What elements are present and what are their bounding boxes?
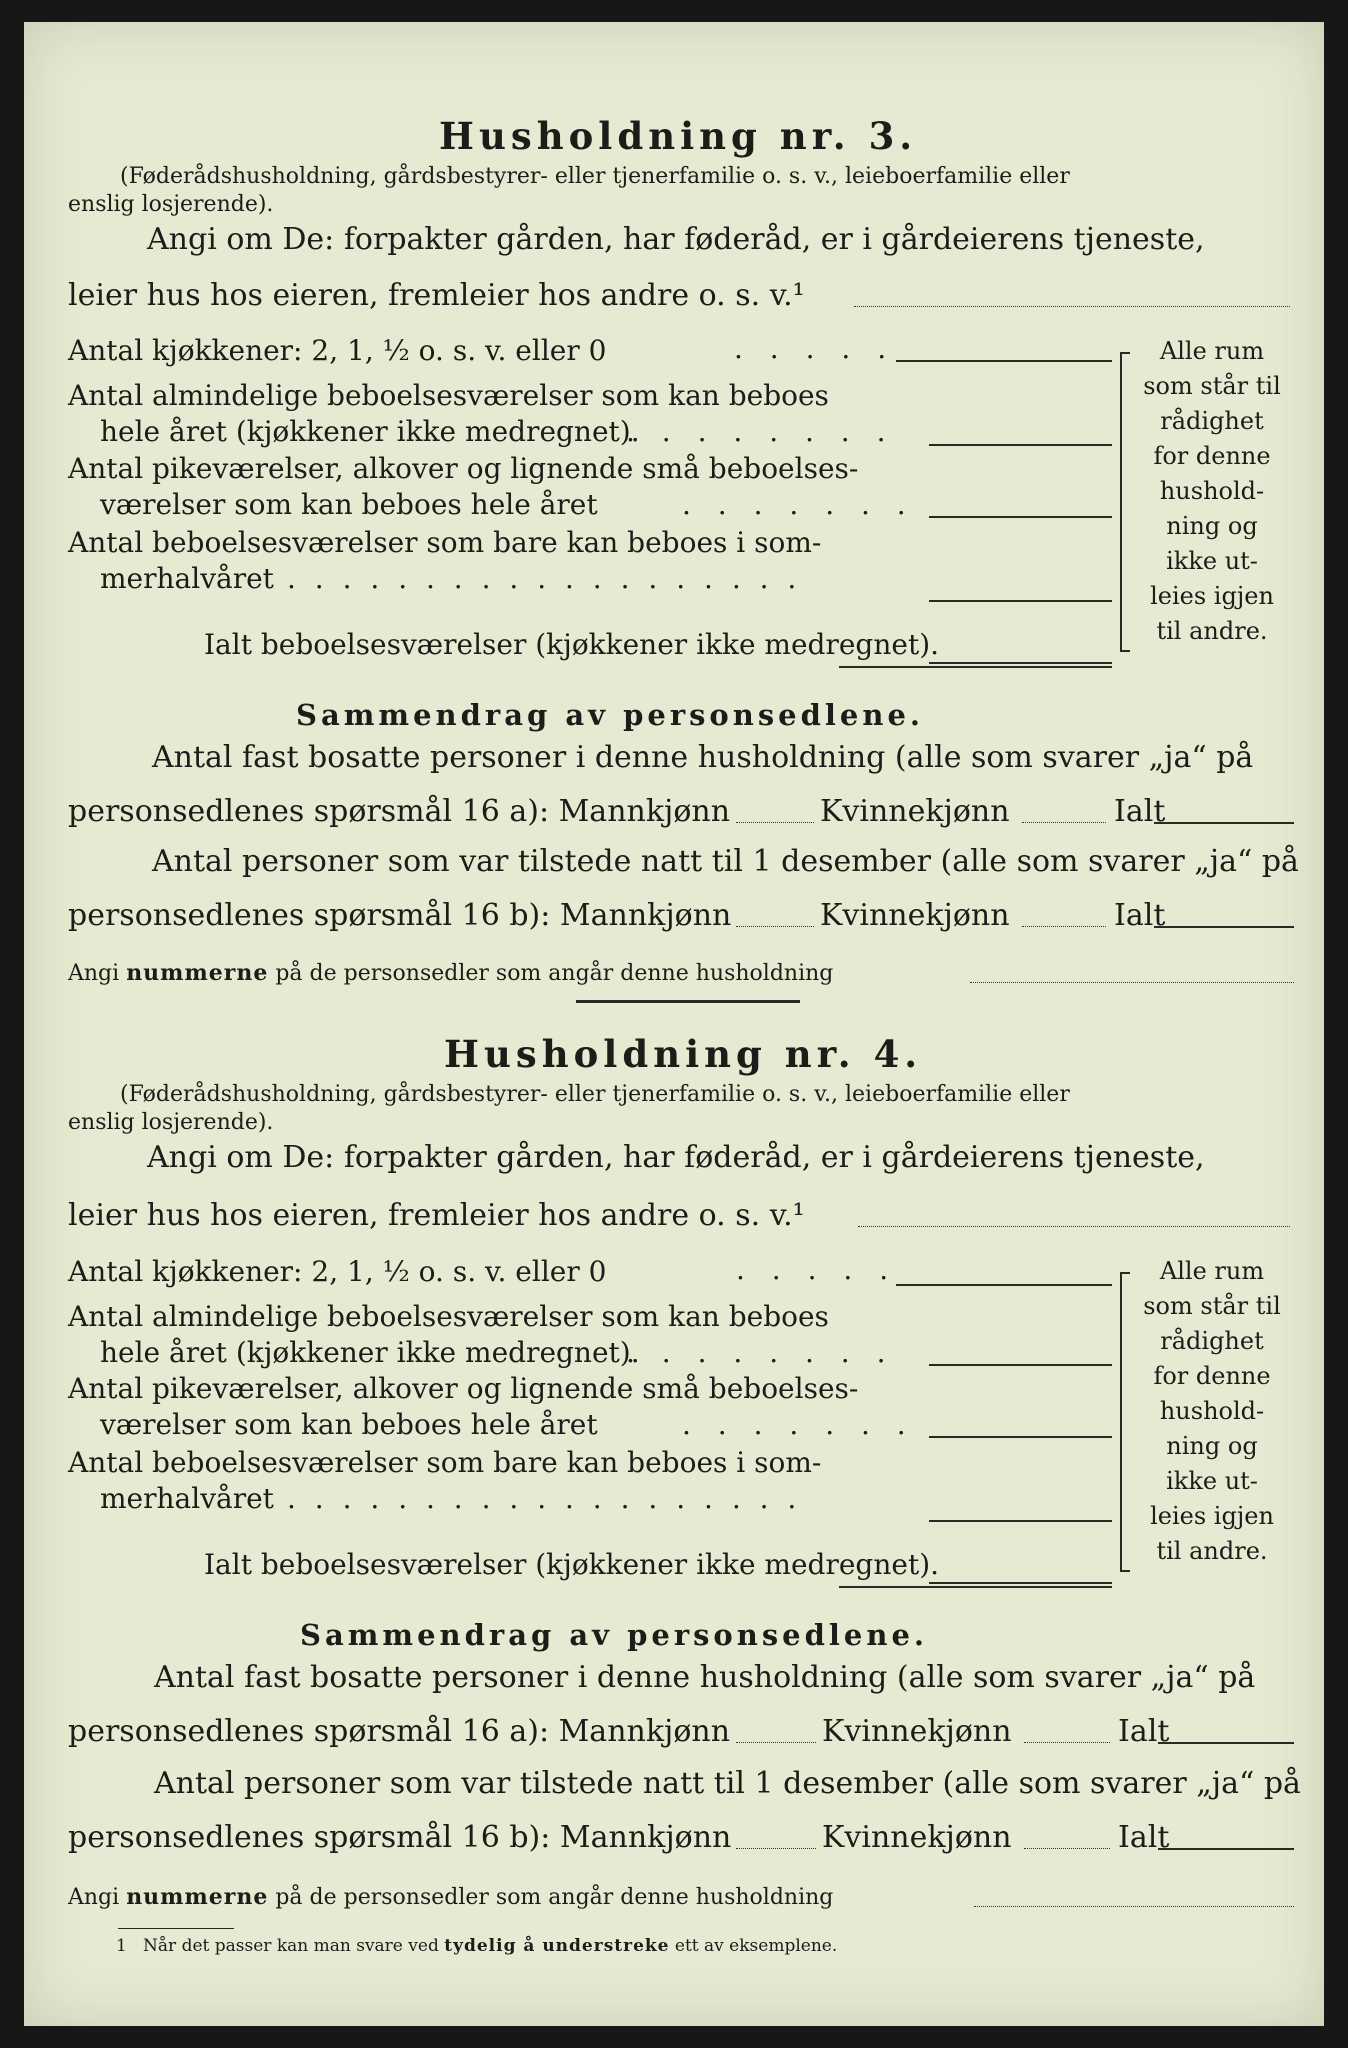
number-list-bold: nummerne — [126, 960, 269, 986]
angi-line2: leier hus hos eieren, fremleier hos andre o. s. v.¹ — [68, 1198, 805, 1233]
resident-count-line1: Antal fast bosatte personer i denne husholdning (alle som svarer „ja“ på — [154, 1660, 1256, 1695]
summer-rooms-dots: . . . . . . . . . . . . . . . . . . . — [287, 1482, 802, 1515]
ordinary-rooms-dots: . . . . . . . . — [626, 415, 895, 448]
answer-line-resident-female[interactable] — [1022, 822, 1106, 823]
footnote-text-start: Når det passer kan man svare ved — [143, 1936, 439, 1956]
present-count-line1: Antal personer som var tilstede natt til 1 desember (alle som svarer „ja“ på — [152, 844, 1299, 879]
side-note — [1132, 334, 1292, 649]
answer-line-resident-male[interactable] — [736, 822, 814, 823]
answer-line-resident-male[interactable] — [736, 1742, 816, 1743]
kitchens-label: Antal kjøkkener: 2, 1, ½ o. s. v. eller 0 — [68, 334, 607, 367]
present-count-line2: personsedlenes spørsmål 16 b): Mannkjønn — [68, 1820, 732, 1855]
section-note-line2: enslig losjerende). — [68, 1110, 274, 1135]
side-note-line: Alle rum — [1159, 1257, 1265, 1285]
answer-line-present-total[interactable] — [1154, 926, 1294, 928]
answer-line-total-rooms[interactable] — [929, 1582, 1112, 1584]
footnote-divider — [118, 1928, 234, 1929]
answer-line-summer-rooms[interactable] — [929, 600, 1112, 602]
present-count-line2: personsedlenes spørsmål 16 b): Mannkjønn — [68, 898, 732, 933]
footnote-marker: 1 — [116, 1936, 127, 1956]
resident-count-line2: personsedlenes spørsmål 16 a): Mannkjønn — [68, 1714, 731, 1749]
maid-rooms-line2: værelser som kan beboes hele året — [100, 1408, 598, 1441]
answer-line-occupancy[interactable] — [854, 306, 1290, 307]
maid-rooms-dots: . . . . . . . — [682, 1408, 915, 1441]
total-rooms-underline — [839, 1586, 1112, 1588]
kitchens-dots: . . . . . — [734, 332, 896, 365]
maid-rooms-line2: værelser som kan beboes hele året — [100, 488, 598, 521]
answer-line-ordinary-rooms[interactable] — [929, 444, 1112, 446]
side-note-line: til andre. — [1156, 617, 1268, 645]
answer-line-number-list[interactable] — [974, 1906, 1294, 1907]
section-title: Husholdning nr. 4. — [444, 1032, 923, 1076]
number-list-bold: nummerne — [126, 1884, 269, 1910]
summary-heading: Sammendrag av personsedlene. — [300, 1618, 929, 1652]
female-label: Kvinnekjønn — [822, 1714, 1012, 1749]
side-note-line: rådighet — [1160, 407, 1264, 435]
answer-line-maid-rooms[interactable] — [929, 516, 1112, 518]
total-rooms-label: Ialt beboelsesværelser (kjøkkener ikke medregnet). — [204, 628, 940, 661]
total-rooms-underline — [839, 666, 1112, 668]
female-label: Kvinnekjønn — [822, 1820, 1012, 1855]
side-note-line: ikke ut- — [1166, 1467, 1258, 1495]
side-note-line: for denne — [1153, 442, 1271, 470]
answer-line-resident-female[interactable] — [1024, 1742, 1110, 1743]
answer-line-ordinary-rooms[interactable] — [929, 1364, 1112, 1366]
total-rooms-label: Ialt beboelsesværelser (kjøkkener ikke medregnet). — [204, 1548, 940, 1581]
total-label: Ialt — [1118, 1714, 1170, 1749]
total-label: Ialt — [1118, 1820, 1170, 1855]
census-form-page — [24, 22, 1324, 2026]
side-note-line: som står til — [1143, 372, 1281, 400]
answer-line-present-female[interactable] — [1022, 926, 1106, 927]
side-note-line: for denne — [1153, 1362, 1271, 1390]
answer-line-resident-total[interactable] — [1154, 822, 1294, 824]
summer-rooms-line2: merhalvåret — [100, 1482, 274, 1515]
maid-rooms-dots: . . . . . . . — [682, 488, 915, 521]
side-note — [1132, 1254, 1292, 1569]
number-list-prefix: Angi — [68, 961, 120, 986]
answer-line-present-female[interactable] — [1024, 1848, 1110, 1849]
side-note-line: Alle rum — [1159, 337, 1265, 365]
answer-line-present-total[interactable] — [1158, 1848, 1294, 1850]
summary-heading: Sammendrag av personsedlene. — [296, 698, 925, 732]
ordinary-rooms-line1: Antal almindelige beboelsesværelser som kan beboes — [68, 379, 829, 412]
side-note-line: rådighet — [1160, 1327, 1264, 1355]
kitchens-label: Antal kjøkkener: 2, 1, ½ o. s. v. eller 0 — [68, 1255, 607, 1288]
side-note-line: ning og — [1166, 512, 1258, 540]
ordinary-rooms-line1: Antal almindelige beboelsesværelser som kan beboes — [68, 1300, 829, 1333]
female-label: Kvinnekjønn — [820, 794, 1010, 829]
ordinary-rooms-line2: hele året (kjøkkener ikke medregnet). — [100, 415, 640, 448]
total-label: Ialt — [1114, 794, 1166, 829]
side-note-line: til andre. — [1156, 1537, 1268, 1565]
side-note-line: hushold- — [1159, 1397, 1265, 1425]
footnote-text-bold: tydelig å understreke — [444, 1936, 670, 1956]
angi-line2: leier hus hos eieren, fremleier hos andre o. s. v.¹ — [68, 278, 805, 313]
present-count-line1: Antal personer som var tilstede natt til 1 desember (alle som svarer „ja“ på — [154, 1766, 1301, 1801]
summer-rooms-line1: Antal beboelsesværelser som bare kan beboes i som- — [68, 526, 822, 559]
side-note-line: leies igjen — [1150, 582, 1274, 610]
total-label: Ialt — [1114, 898, 1166, 933]
resident-count-line2: personsedlenes spørsmål 16 a): Mannkjønn — [68, 794, 731, 829]
summer-rooms-line1: Antal beboelsesværelser som bare kan beboes i som- — [68, 1446, 822, 1479]
ordinary-rooms-line2: hele året (kjøkkener ikke medregnet). — [100, 1336, 640, 1369]
angi-line1: Angi om De: forpakter gården, har føderåd, er i gårdeierens tjeneste, — [147, 1140, 1205, 1175]
footnote — [116, 1936, 837, 1956]
resident-count-line1: Antal fast bosatte personer i denne husholdning (alle som svarer „ja“ på — [152, 740, 1254, 775]
ordinary-rooms-dots: . . . . . . . . — [626, 1336, 895, 1369]
section-divider — [576, 1000, 800, 1003]
summer-rooms-dots: . . . . . . . . . . . . . . . . . . . — [287, 562, 802, 595]
side-note-line: ikke ut- — [1166, 547, 1258, 575]
maid-rooms-line1: Antal pikeværelser, alkover og lignende små beboelses- — [68, 1372, 859, 1405]
answer-line-number-list[interactable] — [970, 982, 1294, 983]
number-list-prefix: Angi — [68, 1885, 120, 1910]
section-note-line1: (Føderådshusholdning, gårdsbestyrer- eller tjenerfamilie o. s. v., leieboerfamilie eller — [120, 1082, 1070, 1107]
footnote-text-end: ett av eksemplene. — [674, 1936, 838, 1956]
answer-line-present-male[interactable] — [736, 926, 814, 927]
answer-line-occupancy[interactable] — [858, 1226, 1290, 1227]
answer-line-present-male[interactable] — [736, 1848, 816, 1849]
side-note-line: leies igjen — [1150, 1502, 1274, 1530]
section-note-line1: (Føderådshusholdning, gårdsbestyrer- eller tjenerfamilie o. s. v., leieboerfamilie eller — [120, 164, 1070, 189]
answer-line-summer-rooms[interactable] — [929, 1520, 1112, 1522]
number-list-rest: på de personsedler som angår denne husholdning — [275, 1885, 834, 1910]
section-note-line2: enslig losjerende). — [68, 192, 274, 217]
female-label: Kvinnekjønn — [820, 898, 1010, 933]
angi-line1: Angi om De: forpakter gården, har føderåd, er i gårdeierens tjeneste, — [147, 222, 1205, 257]
answer-line-resident-total[interactable] — [1158, 1742, 1294, 1744]
side-note-line: hushold- — [1159, 477, 1265, 505]
maid-rooms-line1: Antal pikeværelser, alkover og lignende små beboelses- — [68, 452, 859, 485]
number-list-label — [68, 960, 833, 986]
summer-rooms-line2: merhalvåret — [100, 562, 274, 595]
side-note-line: ning og — [1166, 1432, 1258, 1460]
answer-line-kitchens[interactable] — [896, 1284, 1112, 1286]
answer-line-total-rooms[interactable] — [929, 662, 1112, 664]
number-list-rest: på de personsedler som angår denne husholdning — [275, 961, 834, 986]
answer-line-maid-rooms[interactable] — [929, 1436, 1112, 1438]
number-list-label — [68, 1884, 833, 1910]
kitchens-dots: . . . . . — [736, 1253, 898, 1286]
side-note-line: som står til — [1143, 1292, 1281, 1320]
answer-line-kitchens[interactable] — [896, 360, 1112, 362]
section-title: Husholdning nr. 3. — [439, 114, 918, 158]
